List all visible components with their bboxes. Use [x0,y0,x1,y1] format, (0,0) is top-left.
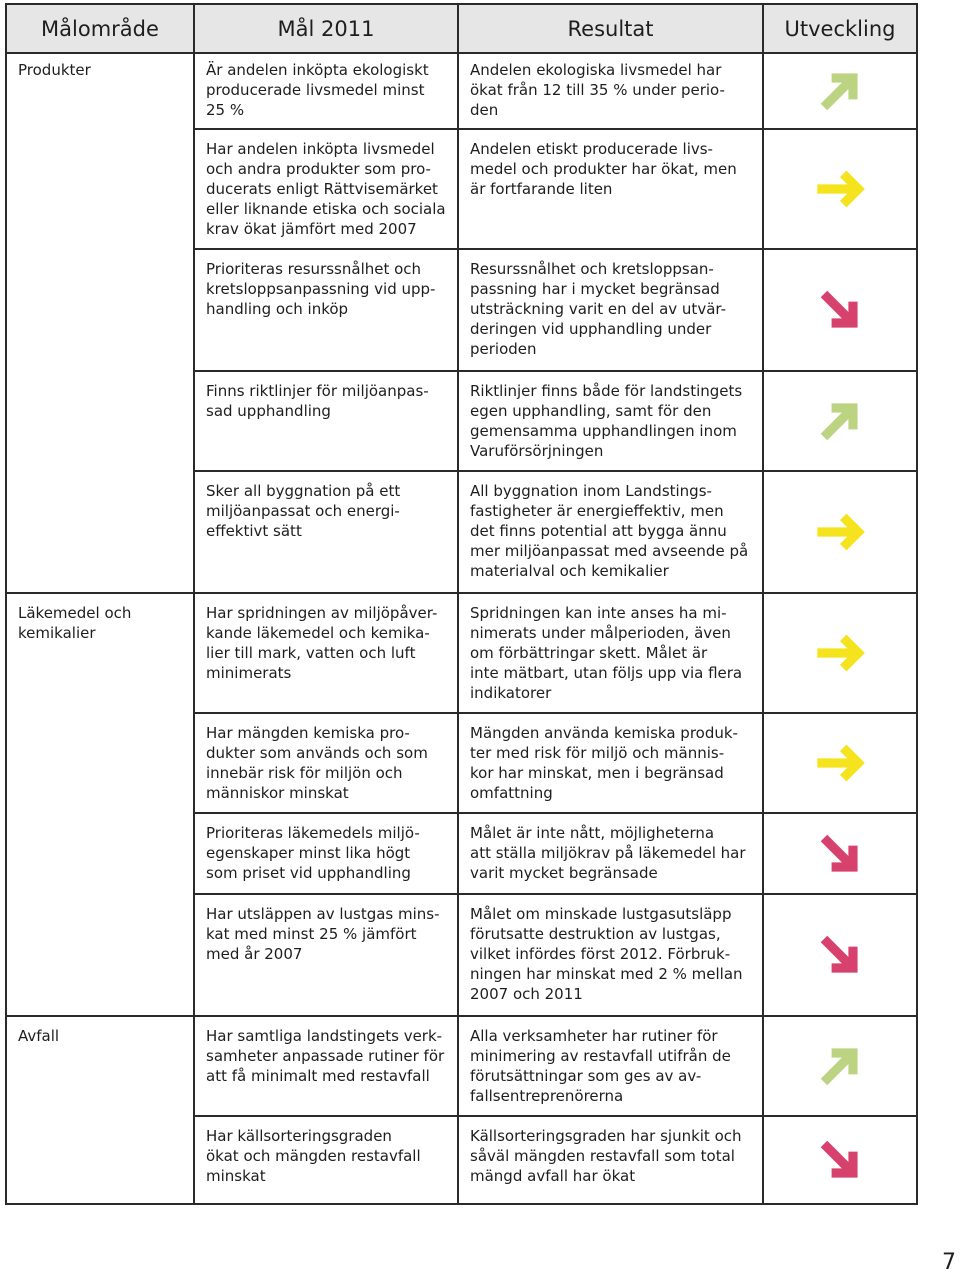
result-cell: Källsorteringsgraden har sjunkit och såväl mängden restavfall som total mängd avfall har ökat [458,1116,763,1204]
arrow-down-right-icon [813,928,867,982]
trend-cell [763,249,917,371]
header-trend: Utveckling [763,4,917,53]
goal-cell: Prioriteras läkemedels miljö- egenskaper minst lika högt som priset vid upphandling [194,813,458,894]
goal-cell: Prioriteras resurssnålhet och kretsloppsanpassning vid upp- handling och inköp [194,249,458,371]
header-row [6,4,917,53]
goals-table [5,3,918,1205]
area-cell: Läkemedel och kemikalier [6,593,194,1016]
arrow-down-right-icon [813,827,867,881]
area-cell: Avfall [6,1016,194,1204]
goal-cell: Sker all byggnation på ett miljöanpassat och energi- effektivt sätt [194,471,458,593]
result-cell: Alla verksamheter har rutiner för minimering av restavfall utifrån de förutsättningar som ges av av- fallsentreprenörerna [458,1016,763,1116]
goal-cell: Har mängden kemiska pro- dukter som används och som innebär risk för miljön och människor minskat [194,713,458,813]
goal-cell: Har andelen inköpta livsmedel och andra produkter som pro- ducerats enligt Rättvisemärket eller liknande etiska och sociala krav ökat jämfört med 2007 [194,129,458,249]
arrow-up-right-icon [813,1039,867,1093]
trend-cell [763,53,917,129]
header-area: Målområde [6,4,194,53]
trend-cell [763,471,917,593]
trend-cell [763,1016,917,1116]
header-goal: Mål 2011 [194,4,458,53]
arrow-down-right-icon [813,283,867,337]
result-cell: Riktlinjer finns både för landstingets egen upphandling, samt för den gemensamma upphandlingen inom Varuförsörjningen [458,371,763,471]
trend-cell [763,129,917,249]
table-row [6,593,917,713]
result-cell: Spridningen kan inte anses ha mi- nimerats under målperioden, även om förbättringar skett. Målet är inte mätbart, utan följs upp via flera indikatorer [458,593,763,713]
result-cell: Andelen ekologiska livsmedel har ökat från 12 till 35 % under perio- den [458,53,763,129]
result-cell: Mängden använda kemiska produk- ter med risk för miljö och männis- kor har minskat, men i begränsad omfattning [458,713,763,813]
arrow-right-icon [813,736,867,790]
trend-cell [763,813,917,894]
header-result: Resultat [458,4,763,53]
arrow-up-right-icon [813,394,867,448]
goal-cell: Har utsläppen av lustgas mins- kat med minst 25 % jämfört med år 2007 [194,894,458,1016]
goal-cell: Har källsorteringsgraden ökat och mängden restavfall minskat [194,1116,458,1204]
trend-cell [763,713,917,813]
page-number: 7 [942,1250,956,1275]
table-row [6,1016,917,1116]
goal-cell: Har samtliga landstingets verk- samheter anpassade rutiner för att få minimalt med restavfall [194,1016,458,1116]
table-row [6,53,917,129]
trend-cell [763,894,917,1016]
area-cell: Produkter [6,53,194,593]
trend-cell [763,371,917,471]
arrow-right-icon [813,162,867,216]
result-cell: Resurssnålhet och kretsloppsan- passning har i mycket begränsad utsträckning varit en del av utvär- deringen vid upphandling under perioden [458,249,763,371]
goal-cell: Är andelen inköpta ekologiskt producerade livsmedel minst 25 % [194,53,458,129]
trend-cell [763,1116,917,1204]
arrow-right-icon [813,626,867,680]
goal-cell: Finns riktlinjer för miljöanpas- sad upphandling [194,371,458,471]
result-cell: Målet är inte nått, möjligheterna att ställa miljökrav på läkemedel har varit mycket begränsade [458,813,763,894]
goal-cell: Har spridningen av miljöpåver- kande läkemedel och kemika- lier till mark, vatten och luft minimerats [194,593,458,713]
result-cell: All byggnation inom Landstings- fastigheter är energieffektiv, men det finns potential att bygga ännu mer miljöanpassat med avseende på materialval och kemikalier [458,471,763,593]
result-cell: Andelen etiskt producerade livs- medel och produkter har ökat, men är fortfarande liten [458,129,763,249]
trend-cell [763,593,917,713]
arrow-up-right-icon [813,64,867,118]
arrow-right-icon [813,505,867,559]
arrow-down-right-icon [813,1133,867,1187]
result-cell: Målet om minskade lustgasutsläpp förutsatte destruktion av lustgas, vilket infördes först 2012. Förbruk- ningen har minskat med 2 % mellan 2007 och 2011 [458,894,763,1016]
